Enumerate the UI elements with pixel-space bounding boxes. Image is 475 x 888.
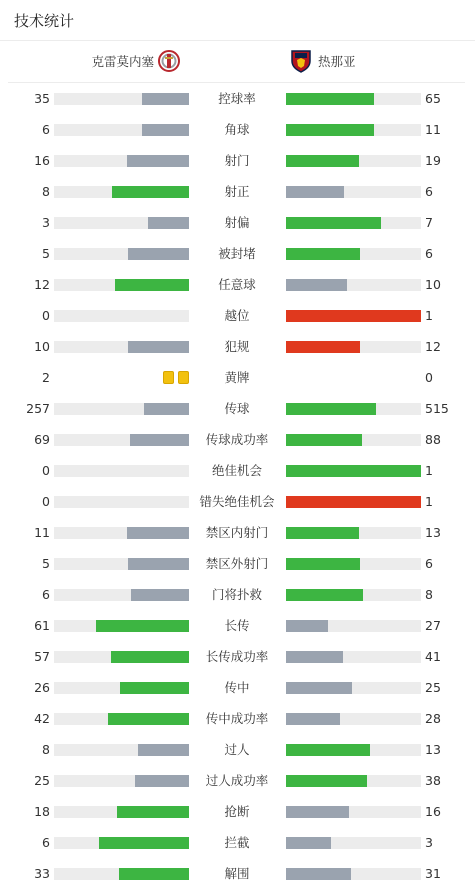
away-stat-bar <box>286 217 421 229</box>
home-stat-value: 6 <box>42 122 50 137</box>
stat-row <box>0 300 475 331</box>
stat-label: 绝佳机会 <box>211 463 262 478</box>
stat-label: 任意球 <box>218 277 256 292</box>
home-stat-bar <box>54 155 189 167</box>
away-stat-bar-fill <box>286 434 362 446</box>
away-stat-bar <box>286 713 421 725</box>
home-stat-value: 26 <box>34 680 50 695</box>
away-stat-bar-fill <box>286 558 360 570</box>
stat-row <box>0 827 475 858</box>
stat-row <box>0 176 475 207</box>
home-stat-value: 8 <box>42 742 50 757</box>
home-stat-bar-fill <box>142 124 189 136</box>
home-stat-bar-fill <box>115 279 189 291</box>
home-stat-bar <box>54 651 189 663</box>
home-stat-bar-fill <box>127 527 189 539</box>
away-stat-bar-fill <box>286 713 340 725</box>
away-stat-value: 11 <box>425 122 441 137</box>
stat-row <box>0 424 475 455</box>
stat-row <box>0 486 475 517</box>
away-stat-bar <box>286 651 421 663</box>
away-stat-bar <box>286 558 421 570</box>
away-stat-bar-fill <box>286 837 331 849</box>
away-stat-value: 3 <box>425 835 433 850</box>
away-stat-value: 7 <box>425 215 433 230</box>
stat-label: 禁区外射门 <box>205 556 269 571</box>
stat-label: 射偏 <box>224 215 250 230</box>
home-stat-bar-fill <box>117 806 189 818</box>
home-stat-bar <box>54 682 189 694</box>
stat-label: 犯规 <box>224 339 250 354</box>
away-stat-bar <box>286 589 421 601</box>
home-stat-bar <box>54 620 189 632</box>
stat-label: 越位 <box>224 308 250 323</box>
stat-label: 控球率 <box>218 91 256 106</box>
stat-row <box>0 548 475 579</box>
home-stat-bar <box>54 248 189 260</box>
stat-row <box>0 765 475 796</box>
stat-label: 错失绝佳机会 <box>199 494 275 509</box>
home-stat-bar <box>54 403 189 415</box>
home-stat-bar <box>54 806 189 818</box>
genoa-crest-icon <box>290 49 312 73</box>
home-stat-bar <box>54 589 189 601</box>
home-stat-value: 0 <box>42 308 50 323</box>
away-stat-bar <box>286 186 421 198</box>
stat-label: 抢断 <box>224 804 250 819</box>
stat-row <box>0 393 475 424</box>
home-stat-bar <box>54 868 189 880</box>
stat-row <box>0 207 475 238</box>
home-stat-bar <box>54 775 189 787</box>
away-stat-value: 19 <box>425 153 441 168</box>
away-stat-bar-fill <box>286 589 363 601</box>
home-stat-value: 42 <box>34 711 50 726</box>
away-stat-value: 6 <box>425 246 433 261</box>
away-stat-bar-fill <box>286 248 360 260</box>
home-stat-bar-fill <box>135 775 189 787</box>
section-title: 技术统计 <box>14 11 75 30</box>
stat-row <box>0 858 475 888</box>
away-stat-bar-fill <box>286 682 352 694</box>
stat-row <box>0 145 475 176</box>
home-stat-bar-fill <box>138 744 189 756</box>
home-stat-bar-fill <box>127 155 189 167</box>
away-stat-bar-fill <box>286 279 347 291</box>
away-stat-bar-fill <box>286 651 343 663</box>
home-stat-value: 0 <box>42 463 50 478</box>
home-stat-value: 5 <box>42 556 50 571</box>
home-stat-bar <box>54 279 189 291</box>
away-stat-value: 88 <box>425 432 441 447</box>
away-stat-bar-fill <box>286 775 367 787</box>
home-stat-bar <box>54 527 189 539</box>
away-stat-bar <box>286 837 421 849</box>
stat-row <box>0 579 475 610</box>
away-stat-value: 10 <box>425 277 441 292</box>
home-stat-value: 0 <box>42 494 50 509</box>
stat-row <box>0 455 475 486</box>
away-stat-bar-fill <box>286 465 421 477</box>
home-stat-value: 12 <box>34 277 50 292</box>
away-stat-value: 1 <box>425 494 433 509</box>
home-stat-value: 6 <box>42 835 50 850</box>
stat-label: 解围 <box>224 866 250 881</box>
stat-row <box>0 610 475 641</box>
stat-label: 传球成功率 <box>205 432 269 447</box>
home-stat-bar-fill <box>130 434 189 446</box>
stat-label: 长传成功率 <box>205 649 269 664</box>
away-team-name: 热那亚 <box>318 54 356 69</box>
away-stat-value: 6 <box>425 556 433 571</box>
home-stat-value: 69 <box>34 432 50 447</box>
away-stat-bar-fill <box>286 527 359 539</box>
stat-row <box>0 362 475 393</box>
away-stat-bar-fill <box>286 403 376 415</box>
stat-label: 过人成功率 <box>205 773 269 788</box>
away-stat-bar <box>286 620 421 632</box>
away-stat-bar <box>286 744 421 756</box>
home-stat-bar-fill <box>128 248 189 260</box>
home-stat-bar-fill <box>96 620 189 632</box>
yellow-card-icon <box>178 371 189 384</box>
stat-row <box>0 83 475 114</box>
away-stat-value: 0 <box>425 370 433 385</box>
stat-label: 过人 <box>224 742 250 757</box>
home-stat-bar-fill <box>142 93 189 105</box>
away-stat-bar-fill <box>286 744 370 756</box>
away-stat-value: 1 <box>425 308 433 323</box>
away-stat-bar-fill <box>286 806 349 818</box>
home-team-name: 克雷莫内塞 <box>91 54 154 69</box>
home-stat-value: 2 <box>42 370 50 385</box>
away-stat-bar <box>286 682 421 694</box>
away-stat-bar-fill <box>286 186 344 198</box>
home-stat-value: 3 <box>42 215 50 230</box>
away-stat-value: 13 <box>425 525 441 540</box>
home-stat-bar <box>54 496 189 508</box>
home-stat-value: 33 <box>34 866 50 881</box>
stat-label: 拦截 <box>224 835 250 850</box>
away-stat-value: 13 <box>425 742 441 757</box>
stat-row <box>0 703 475 734</box>
home-stat-bar-fill <box>131 589 189 601</box>
stat-row <box>0 796 475 827</box>
home-stat-bar-fill <box>99 837 189 849</box>
stat-row <box>0 331 475 362</box>
away-stat-bar <box>286 124 421 136</box>
away-stat-bar <box>286 465 421 477</box>
home-stat-bar-fill <box>144 403 189 415</box>
away-stat-value: 8 <box>425 587 433 602</box>
stat-row <box>0 114 475 145</box>
home-stat-value: 11 <box>34 525 50 540</box>
away-stat-bar-fill <box>286 496 421 508</box>
away-stat-bar <box>286 403 421 415</box>
section-header <box>0 0 475 41</box>
stat-row <box>0 641 475 672</box>
away-stat-value: 28 <box>425 711 441 726</box>
away-stat-bar <box>286 434 421 446</box>
away-stat-bar <box>286 868 421 880</box>
home-stat-value: 18 <box>34 804 50 819</box>
home-stat-value: 16 <box>34 153 50 168</box>
stat-row <box>0 517 475 548</box>
away-team[interactable] <box>290 49 356 73</box>
home-stat-value: 57 <box>34 649 50 664</box>
away-stat-bar-fill <box>286 310 421 322</box>
stat-label: 传中成功率 <box>205 711 269 726</box>
stat-label: 传球 <box>224 401 250 416</box>
away-stat-bar <box>286 93 421 105</box>
home-stat-bar <box>54 186 189 198</box>
away-stat-bar <box>286 341 421 353</box>
stat-label: 角球 <box>224 122 250 137</box>
home-stat-bar <box>54 341 189 353</box>
home-stat-bar-fill <box>128 341 189 353</box>
teams-header <box>8 41 465 83</box>
home-stat-bar <box>54 558 189 570</box>
stat-label: 被封堵 <box>218 246 256 261</box>
away-stat-value: 41 <box>425 649 441 664</box>
home-stat-value: 257 <box>26 401 50 416</box>
home-stat-bar <box>54 465 189 477</box>
home-stat-bar-fill <box>128 558 189 570</box>
home-stat-bar <box>54 310 189 322</box>
stat-label: 传中 <box>224 680 250 695</box>
home-stat-bar <box>54 744 189 756</box>
home-stat-value: 10 <box>34 339 50 354</box>
home-team[interactable] <box>91 49 180 73</box>
stat-row <box>0 734 475 765</box>
away-stat-bar-fill <box>286 93 374 105</box>
away-stat-bar <box>286 806 421 818</box>
stat-label: 禁区内射门 <box>205 525 269 540</box>
home-stat-bar-fill <box>108 713 189 725</box>
home-stat-bar <box>54 434 189 446</box>
home-stat-bar <box>54 713 189 725</box>
away-stat-bar-fill <box>286 868 351 880</box>
stat-label: 门将扑救 <box>211 587 262 602</box>
away-stat-bar <box>286 496 421 508</box>
home-stat-value: 6 <box>42 587 50 602</box>
stat-row <box>0 238 475 269</box>
stat-row <box>0 269 475 300</box>
home-stat-value: 35 <box>34 91 50 106</box>
home-stat-value: 25 <box>34 773 50 788</box>
away-stat-value: 515 <box>425 401 449 416</box>
stat-row <box>0 672 475 703</box>
away-stat-bar-fill <box>286 620 328 632</box>
home-stat-bar-fill <box>120 682 189 694</box>
away-stat-bar-fill <box>286 124 374 136</box>
away-stat-value: 1 <box>425 463 433 478</box>
home-stat-value: 61 <box>34 618 50 633</box>
away-stat-value: 65 <box>425 91 441 106</box>
away-stat-value: 6 <box>425 184 433 199</box>
home-stat-value: 8 <box>42 184 50 199</box>
away-stat-bar <box>286 775 421 787</box>
away-stat-bar-fill <box>286 217 381 229</box>
stat-label: 射正 <box>224 184 250 199</box>
home-stat-value: 5 <box>42 246 50 261</box>
home-stat-bar <box>54 217 189 229</box>
away-stat-value: 38 <box>425 773 441 788</box>
away-stat-bar <box>286 248 421 260</box>
away-stat-bar <box>286 279 421 291</box>
stat-label: 射门 <box>224 153 250 168</box>
home-stat-bar-fill <box>119 868 189 880</box>
stat-label: 黄牌 <box>224 370 250 385</box>
away-stat-bar-fill <box>286 341 360 353</box>
away-stat-value: 27 <box>425 618 441 633</box>
home-stat-bar-fill <box>148 217 189 229</box>
away-stat-bar <box>286 310 421 322</box>
away-stat-value: 25 <box>425 680 441 695</box>
home-stat-bar-fill <box>111 651 189 663</box>
yellow-card-icon <box>163 371 174 384</box>
away-stat-bar <box>286 527 421 539</box>
away-stat-value: 31 <box>425 866 441 881</box>
home-stat-bar-fill <box>112 186 189 198</box>
stats-list <box>0 83 475 888</box>
cremonese-crest-icon <box>158 49 180 73</box>
home-stat-bar <box>54 124 189 136</box>
home-stat-bar <box>54 837 189 849</box>
away-stat-bar <box>286 155 421 167</box>
away-stat-value: 12 <box>425 339 441 354</box>
away-stat-value: 16 <box>425 804 441 819</box>
away-stat-bar-fill <box>286 155 359 167</box>
stat-label: 长传 <box>224 618 250 633</box>
home-stat-bar <box>54 93 189 105</box>
